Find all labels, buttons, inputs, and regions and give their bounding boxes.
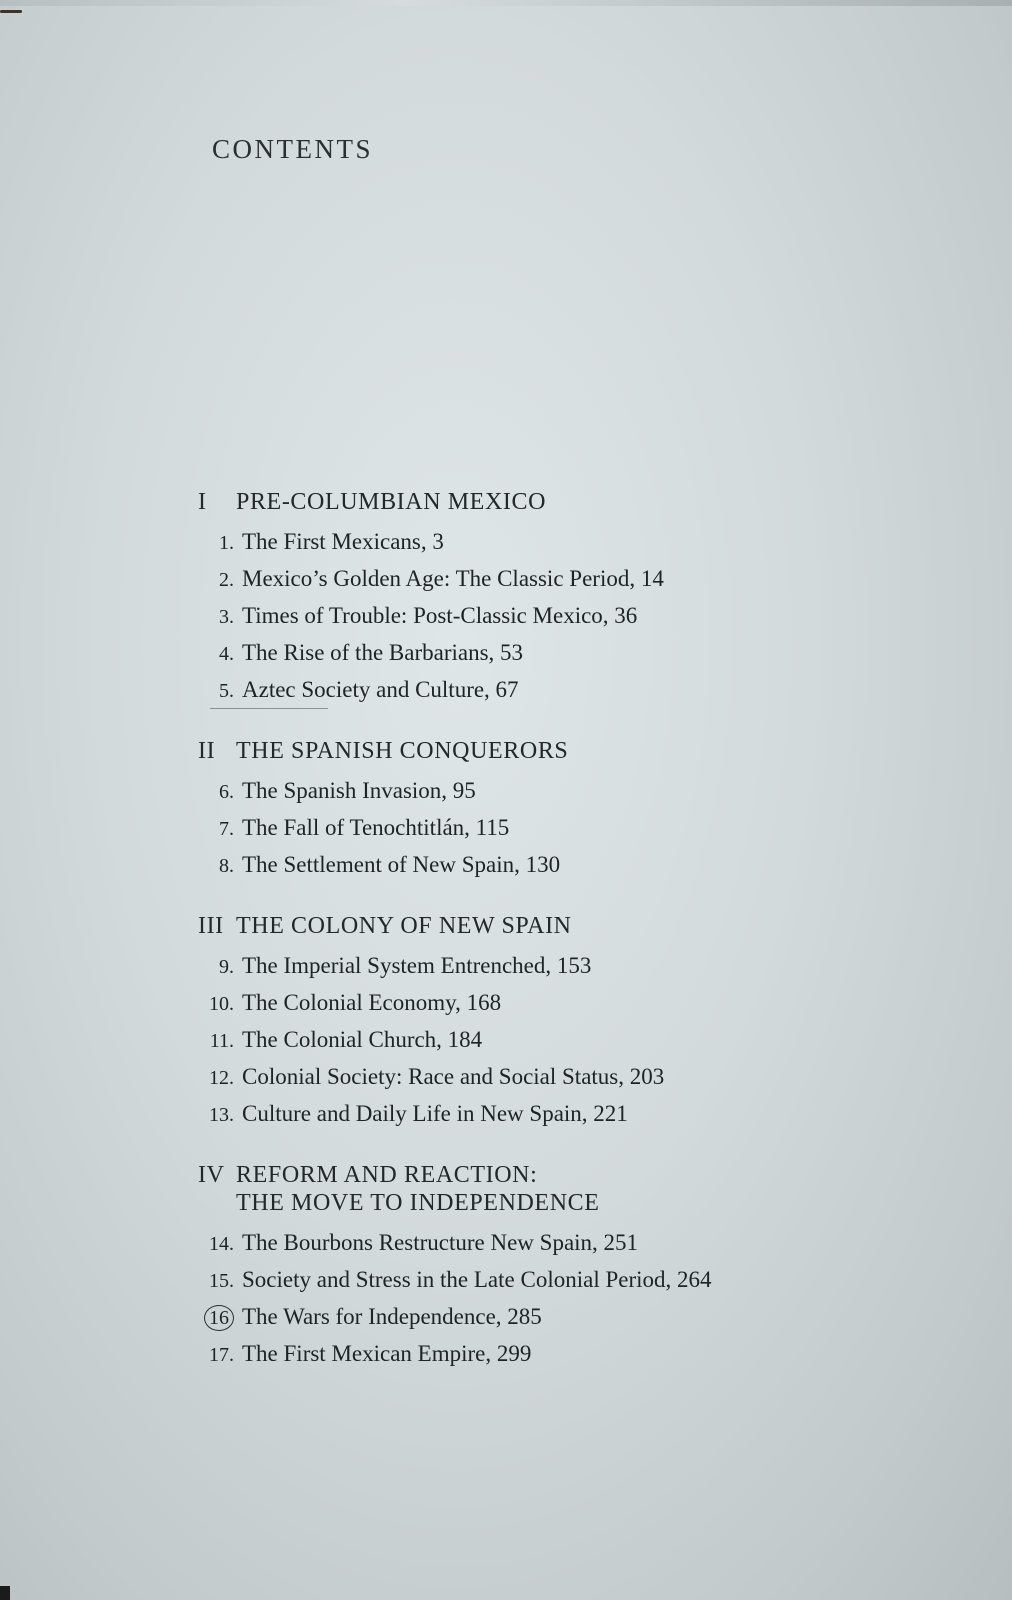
chapter-title: Culture and Daily Life in New Spain, 221 xyxy=(242,1101,628,1126)
chapter-entry xyxy=(198,524,838,561)
page-bottom-corner-mark xyxy=(0,1586,10,1600)
chapter-entry xyxy=(198,1059,838,1096)
chapter-number: 17. xyxy=(209,1344,234,1366)
table-of-contents xyxy=(198,488,838,1381)
pencil-underline xyxy=(210,708,328,709)
chapter-entry xyxy=(198,948,838,985)
chapter-number: 12. xyxy=(209,1067,234,1089)
chapter-number: 13. xyxy=(209,1104,234,1126)
part-numeral: IV xyxy=(198,1162,225,1188)
chapter-list xyxy=(198,524,838,709)
part-1 xyxy=(198,488,838,709)
section-spacer xyxy=(198,717,838,737)
chapter-title: Aztec Society and Culture, 67 xyxy=(242,677,519,702)
chapter-number: 14. xyxy=(209,1233,234,1255)
part-2 xyxy=(198,737,838,884)
chapter-entry xyxy=(198,1299,838,1336)
chapter-number: 10. xyxy=(209,993,234,1015)
chapter-number: 6. xyxy=(219,781,234,803)
part-title-line: THE MOVE TO INDEPENDENCE xyxy=(236,1190,600,1216)
chapter-entry xyxy=(198,635,838,672)
section-spacer xyxy=(198,892,838,912)
chapter-number: 2. xyxy=(219,569,234,591)
chapter-number: 3. xyxy=(219,606,234,628)
chapter-entry xyxy=(198,847,838,884)
chapter-entry xyxy=(198,1225,838,1262)
chapter-entry xyxy=(198,810,838,847)
page-corner-mark xyxy=(0,10,22,13)
chapter-number: 15. xyxy=(209,1270,234,1292)
chapter-title: Times of Trouble: Post-Classic Mexico, 36 xyxy=(242,603,638,628)
part-numeral: III xyxy=(198,913,224,939)
chapter-number: 4. xyxy=(219,643,234,665)
part-title xyxy=(236,1161,600,1217)
part-numeral: II xyxy=(198,738,216,764)
chapter-entry xyxy=(198,561,838,598)
circled-chapter-number: 16 xyxy=(204,1305,234,1331)
section-spacer xyxy=(198,1141,838,1161)
chapter-title: The First Mexican Empire, 299 xyxy=(242,1341,532,1366)
chapter-title: The Colonial Church, 184 xyxy=(242,1027,483,1052)
chapter-title: The Colonial Economy, 168 xyxy=(242,990,502,1015)
part-title xyxy=(236,488,546,516)
chapter-title: The Wars for Independence, 285 xyxy=(242,1304,542,1329)
chapter-entry xyxy=(198,598,838,635)
part-numeral: I xyxy=(198,489,207,515)
part-heading xyxy=(198,488,838,516)
chapter-list xyxy=(198,773,838,884)
chapter-list xyxy=(198,1225,838,1373)
part-3 xyxy=(198,912,838,1133)
part-heading xyxy=(198,912,838,940)
chapter-number: 5. xyxy=(219,680,234,702)
part-title-line: PRE-COLUMBIAN MEXICO xyxy=(236,489,547,515)
part-title xyxy=(236,737,568,765)
part-title xyxy=(236,912,572,940)
chapter-title: Society and Stress in the Late Colonial Period, 264 xyxy=(242,1267,712,1292)
chapter-title: The Settlement of New Spain, 130 xyxy=(242,852,561,877)
page-title: CONTENTS xyxy=(212,134,373,164)
part-4 xyxy=(198,1161,838,1373)
chapter-title: The Rise of the Barbarians, 53 xyxy=(242,640,524,665)
chapter-number: 7. xyxy=(219,818,234,840)
chapter-title: The Imperial System Entrenched, 153 xyxy=(242,953,592,978)
chapter-title: Mexico’s Golden Age: The Classic Period, 14 xyxy=(242,566,664,591)
part-title-line: THE SPANISH CONQUERORS xyxy=(236,738,569,764)
chapter-entry xyxy=(198,985,838,1022)
chapter-number: 9. xyxy=(219,956,234,978)
chapter-title: The Bourbons Restructure New Spain, 251 xyxy=(242,1230,639,1255)
chapter-entry xyxy=(198,1096,838,1133)
chapter-entry xyxy=(198,672,838,709)
part-title-line: REFORM AND REACTION: xyxy=(236,1162,538,1188)
chapter-entry xyxy=(198,1262,838,1299)
chapter-list xyxy=(198,948,838,1133)
part-title-line: THE COLONY OF NEW SPAIN xyxy=(236,913,572,939)
chapter-title: The Fall of Tenochtitlán, 115 xyxy=(242,815,510,840)
chapter-number: 1. xyxy=(219,532,234,554)
chapter-number: 11. xyxy=(209,1030,234,1052)
chapter-number xyxy=(198,1300,242,1336)
chapter-number: 8. xyxy=(219,855,234,877)
part-heading xyxy=(198,1161,838,1217)
part-heading xyxy=(198,737,838,765)
chapter-title: The First Mexicans, 3 xyxy=(242,529,444,554)
page-top-edge xyxy=(0,0,1012,6)
chapter-entry xyxy=(198,1336,838,1373)
chapter-entry xyxy=(198,773,838,810)
chapter-title: The Spanish Invasion, 95 xyxy=(242,778,476,803)
chapter-title: Colonial Society: Race and Social Status, 203 xyxy=(242,1064,665,1089)
chapter-entry xyxy=(198,1022,838,1059)
